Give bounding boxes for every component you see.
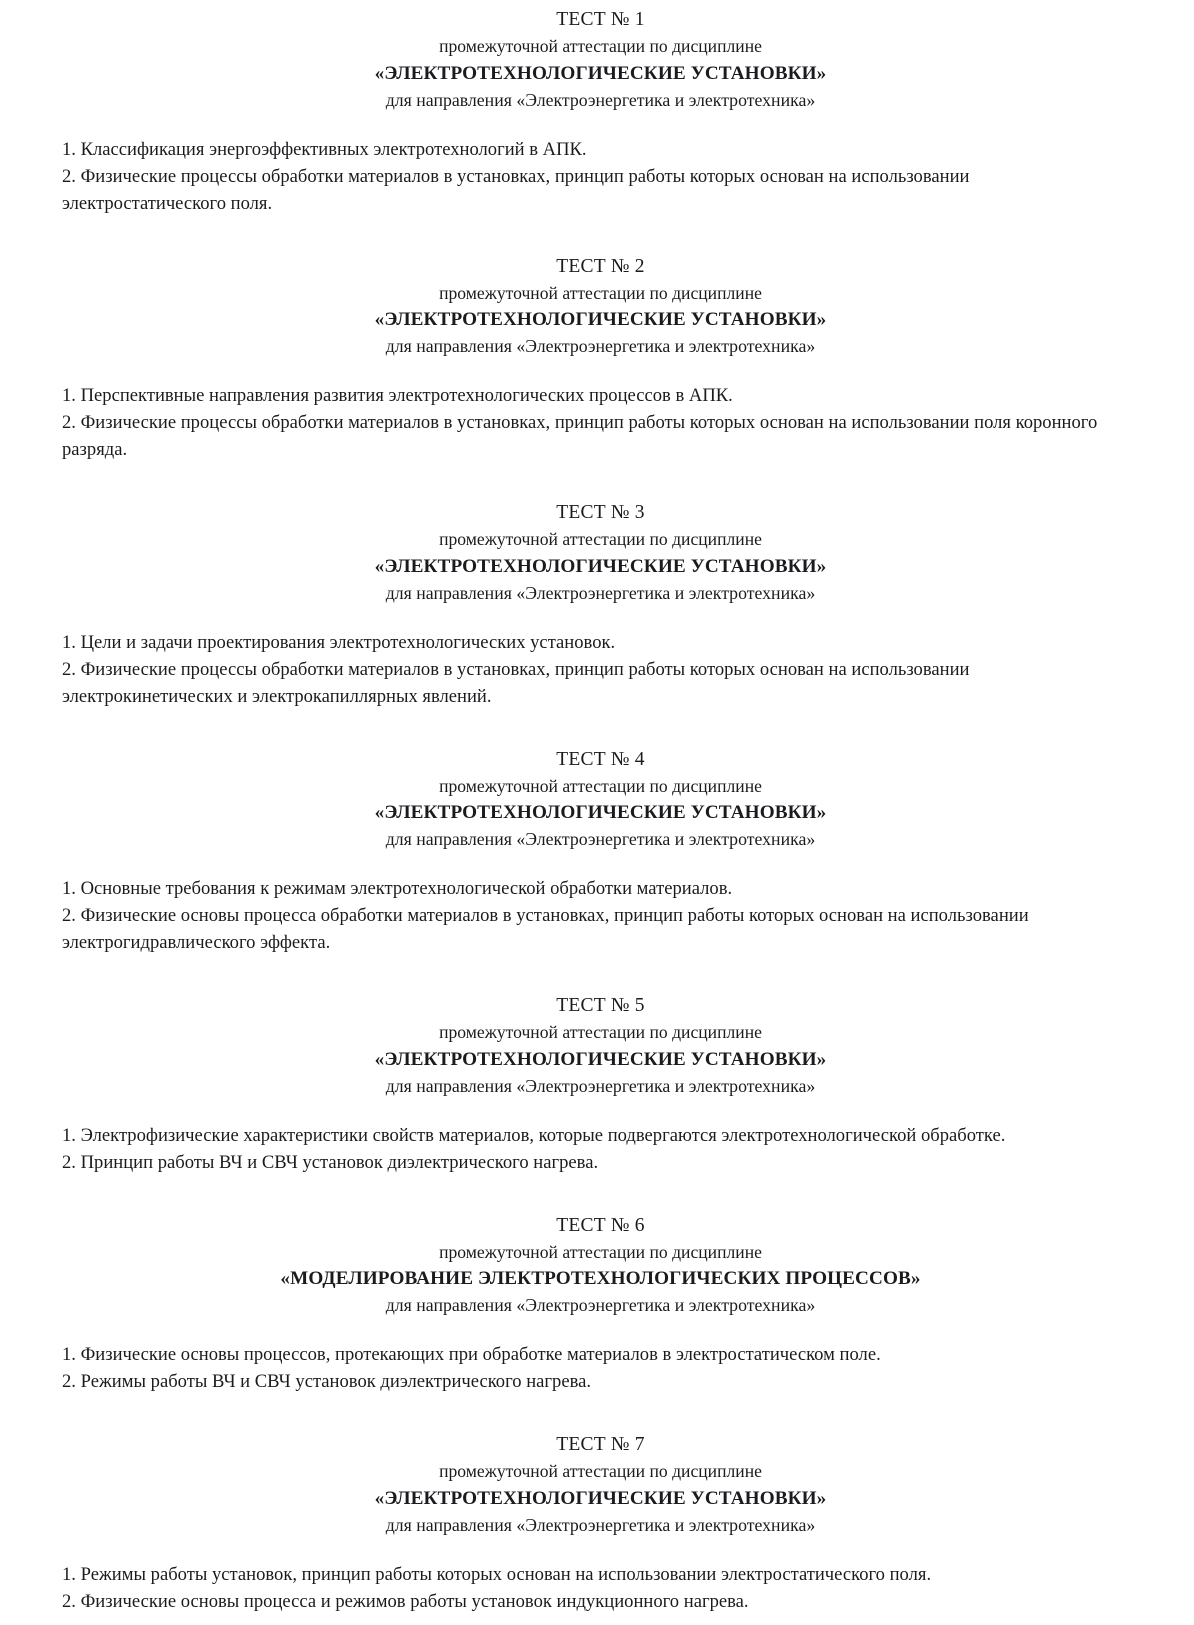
discipline-title: «ЭЛЕКТРОТЕХНОЛОГИЧЕСКИЕ УСТАНОВКИ» xyxy=(374,1487,827,1509)
question-list xyxy=(62,136,1136,217)
test-heading-group xyxy=(62,499,1136,607)
test-block xyxy=(62,1212,1136,1396)
direction-subtitle: для направления «Электроэнергетика и электротехника» xyxy=(385,89,816,110)
question-list xyxy=(62,1341,1136,1395)
test-heading-group xyxy=(62,992,1136,1100)
test-number-title: ТЕСТ № 5 xyxy=(556,995,645,1016)
test-heading-group xyxy=(62,746,1136,854)
question-item: 1. Цели и задачи проектирования электротехнологических установок. xyxy=(62,631,616,653)
question-item: 2. Принцип работы ВЧ и СВЧ установок диэлектрического нагрева. xyxy=(62,1151,599,1173)
test-block xyxy=(62,746,1136,957)
test-block xyxy=(62,499,1136,710)
test-heading-group xyxy=(62,253,1136,361)
direction-subtitle: для направления «Электроэнергетика и электротехника» xyxy=(385,1514,816,1535)
question-list xyxy=(62,629,1136,710)
discipline-title: «ЭЛЕКТРОТЕХНОЛОГИЧЕСКИЕ УСТАНОВКИ» xyxy=(374,309,827,330)
discipline-title: «ЭЛЕКТРОТЕХНОЛОГИЧЕСКИЕ УСТАНОВКИ» xyxy=(374,802,827,823)
question-list xyxy=(62,875,1136,956)
question-list xyxy=(62,1122,1136,1176)
direction-subtitle: для направления «Электроэнергетика и электротехника» xyxy=(385,829,816,849)
question-item: 2. Физические процессы обработки материалов в установках, принцип работы которых основан на использовании электростатического поля. xyxy=(62,165,975,214)
discipline-title: «МОДЕЛИРОВАНИЕ ЭЛЕКТРОТЕХНОЛОГИЧЕСКИХ ПРОЦЕССОВ» xyxy=(280,1268,921,1289)
direction-subtitle: для направления «Электроэнергетика и электротехника» xyxy=(385,1295,816,1315)
question-list xyxy=(62,1561,1136,1615)
question-item: 2. Физические основы процесса и режимов работы установок индукционного нагрева. xyxy=(62,1590,749,1612)
question-item: 1. Электрофизические характеристики свойств материалов, которые подвергаются электротехнологической обработке. xyxy=(62,1124,1006,1146)
attestation-subtitle: промежуточной аттестации по дисциплине xyxy=(439,1022,762,1042)
attestation-subtitle: промежуточной аттестации по дисциплине xyxy=(439,36,762,56)
attestation-subtitle: промежуточной аттестации по дисциплине xyxy=(439,1461,762,1481)
test-number-title: ТЕСТ № 2 xyxy=(556,255,645,277)
test-block xyxy=(62,992,1136,1176)
discipline-title: «ЭЛЕКТРОТЕХНОЛОГИЧЕСКИЕ УСТАНОВКИ» xyxy=(374,555,827,577)
test-block xyxy=(62,253,1136,464)
question-item: 1. Классификация энергоэффективных электротехнологий в АПК. xyxy=(62,138,587,160)
test-number-title: ТЕСТ № 4 xyxy=(556,748,645,770)
question-item: 1. Перспективные направления развития электротехнологических процессов в АПК. xyxy=(62,385,733,406)
test-number-title: ТЕСТ № 7 xyxy=(556,1434,645,1455)
discipline-title: «ЭЛЕКТРОТЕХНОЛОГИЧЕСКИЕ УСТАНОВКИ» xyxy=(374,1048,827,1070)
direction-subtitle: для направления «Электроэнергетика и электротехника» xyxy=(385,582,816,603)
attestation-subtitle: промежуточной аттестации по дисциплине xyxy=(439,1241,762,1262)
attestation-subtitle: промежуточной аттестации по дисциплине xyxy=(439,529,762,549)
test-heading-group xyxy=(62,1212,1136,1320)
test-number-title: ТЕСТ № 6 xyxy=(556,1214,645,1236)
question-item: 1. Основные требования к режимам электротехнологической обработки материалов. xyxy=(62,878,733,899)
test-number-title: ТЕСТ № 1 xyxy=(556,9,645,30)
question-item: 2. Физические процессы обработки материалов в установках, принцип работы которых основан на использовании поля коронного разряда. xyxy=(62,412,1102,460)
direction-subtitle: для направления «Электроэнергетика и электротехника» xyxy=(385,336,816,356)
attestation-subtitle: промежуточной аттестации по дисциплине xyxy=(439,775,762,796)
question-item: 1. Физические основы процессов, протекающих при обработке материалов в электростатическом поле. xyxy=(62,1344,881,1365)
test-heading-group xyxy=(62,6,1136,114)
question-item: 2. Физические основы процесса обработки материалов в установках, принцип работы которых основан на использовании электрогидравлического эффекта. xyxy=(62,905,1034,953)
discipline-title: «ЭЛЕКТРОТЕХНОЛОГИЧЕСКИЕ УСТАНОВКИ» xyxy=(374,62,827,84)
test-block xyxy=(62,6,1136,217)
attestation-subtitle: промежуточной аттестации по дисциплине xyxy=(439,282,762,303)
test-blocks-container xyxy=(62,6,1136,1615)
question-list xyxy=(62,382,1136,463)
test-block xyxy=(62,1431,1136,1615)
question-item: 2. Режимы работы ВЧ и СВЧ установок диэлектрического нагрева. xyxy=(62,1371,592,1392)
test-number-title: ТЕСТ № 3 xyxy=(556,502,645,523)
question-item: 2. Физические процессы обработки материалов в установках, принцип работы которых основан на использовании электрокинетических и электрокапиллярных явлений. xyxy=(62,658,975,707)
question-item: 1. Режимы работы установок, принцип работы которых основан на использовании электростатического поля. xyxy=(62,1563,932,1585)
direction-subtitle: для направления «Электроэнергетика и электротехника» xyxy=(385,1075,816,1096)
test-heading-group xyxy=(62,1431,1136,1539)
